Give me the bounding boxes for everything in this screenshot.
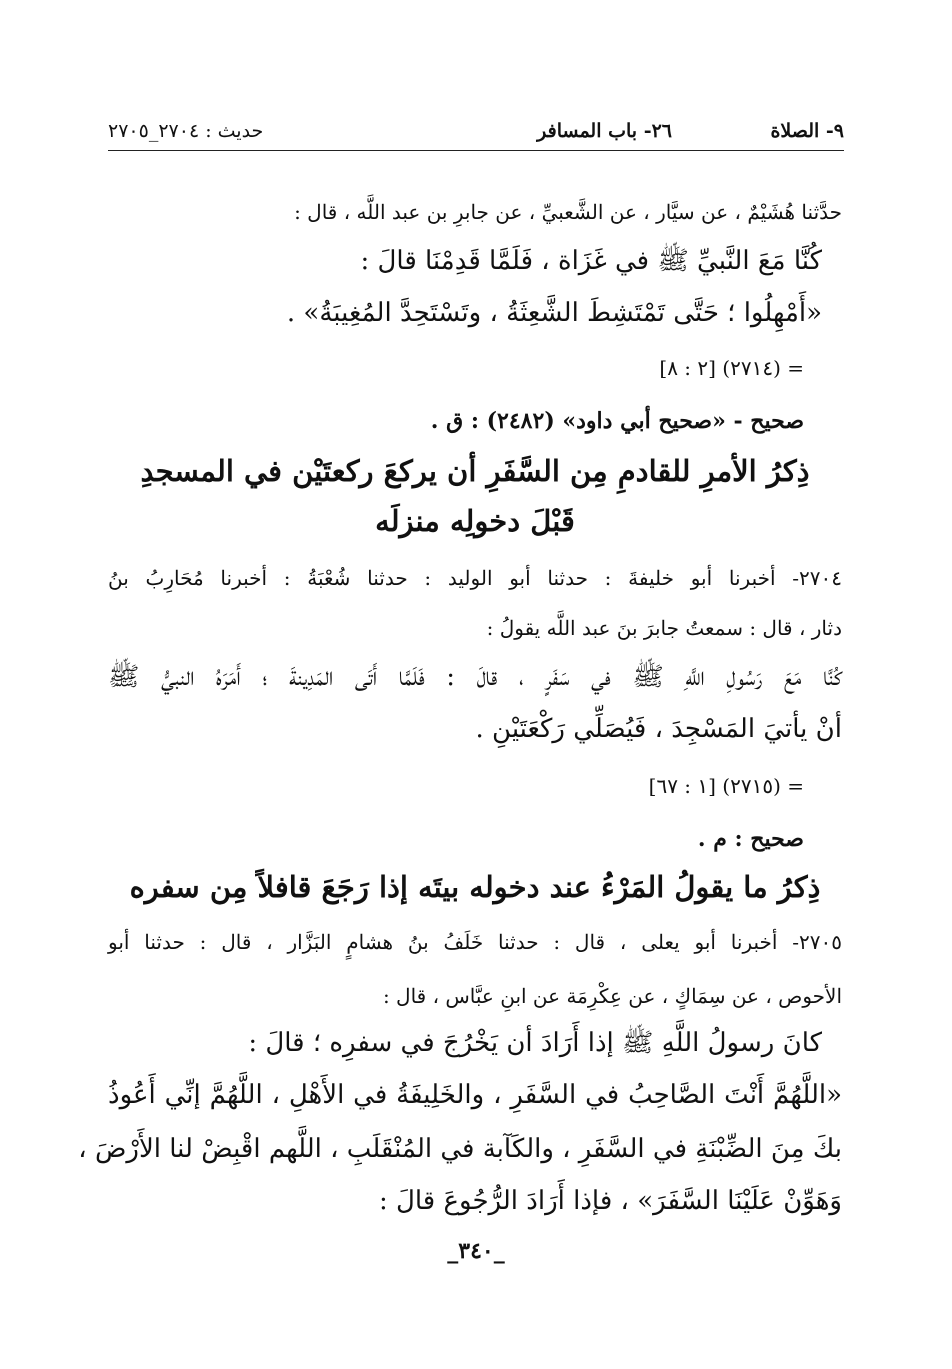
header-chapter-title: ٢٦- باب المسافر xyxy=(537,120,672,142)
header-hadith-range: حديث : ٢٧٠٤_٢٧٠٥ xyxy=(108,120,264,142)
hadith-text-line: كُنَّا مَعَ النَّبيِّ ﷺ في غَزَاة ، فَلَمَّا قَدِمْنَا قالَ : xyxy=(360,246,822,276)
isnad-line: دثار ، قال : سمعتُ جابرَ بنَ عبد اللَّه يقولُ : xyxy=(486,616,842,640)
isnad-line: حدَّثنا هُشَيْمٌ ، عن سيَّار ، عن الشَّعبيِّ ، عن جابرِ بن عبد اللَّه ، قال : xyxy=(294,200,842,224)
chapter-heading-cont: قَبْلَ دخولِه منزلَه xyxy=(375,504,575,538)
header-book-title: ٩- الصلاة xyxy=(770,120,844,142)
hadith-text-line: أنْ يأتيَ المَسْجِدَ ، فَيُصَلِّي رَكْعَتَيْنِ . xyxy=(475,714,842,744)
hadith-text-line: «أَمْهِلُوا ؛ حَتَّى تَمْتَشِطَ الشَّعِثَةُ ، وتَسْتَحِدَّ المُغِيبَةُ» . xyxy=(286,298,822,328)
hadith-text-line: كانَ رسولُ اللَّهِ ﷺ إذا أَرَادَ أن يَخْرُجَ في سفرِه ؛ قالَ : xyxy=(248,1028,822,1058)
running-header xyxy=(108,114,844,151)
chapter-heading: ذِكرُ الأمرِ للقادمِ مِن السَّفَرِ أن يركعَ ركعتَيْن في المسجدِ xyxy=(140,454,810,488)
cross-reference: = (٢٧١٥) [١ : ٦٧] xyxy=(648,774,804,798)
chapter-heading: ذِكرُ ما يقولُ المَرْءُ عند دخوله بيتَه إذا رَجَعَ قافلاً مِن سفره xyxy=(129,870,821,904)
isnad-line: ٢٧٠٤- أخبرنا أبو خليفةَ : حدثنا أبو الوليد : حدثنا شُعْبَةُ : أخبرنا مُحَارِبُ بنُ xyxy=(108,566,842,590)
cross-reference: = (٢٧١٤) [٢ : ٨] xyxy=(659,356,804,380)
hadith-text-line: وَهَوِّنْ عَلَيْنَا السَّفَرَ» ، فإذا أَرَادَ الرُّجُوعَ قالَ : xyxy=(378,1186,842,1216)
hadith-text-line: «اللَّهُمَّ أَنْتَ الصَّاحِبُ في السَّفَرِ ، والخَلِيفَةُ في الأَهْلِ ، اللَّهُمَّ إنِّي أَعُوذُ xyxy=(108,1080,842,1110)
isnad-line: ٢٧٠٥- أخبرنا أبو يعلى ، قال : حدثنا خَلَفُ بنُ هشامٍ البَزَّار ، قال : حدثنا أبو xyxy=(108,930,842,954)
isnad-line: الأحوص ، عن سِمَاكٍ ، عن عِكْرِمَة عن ابنِ عبَّاس ، قال : xyxy=(382,984,842,1008)
page-number: _٣٤٠_ xyxy=(447,1238,505,1264)
hadith-text-line: كُنَّا مَعَ رَسُولِ اللَّهِ ﷺ في سَفَرٍ ، قالَ : فَلَمَّا أَتَى المَدِينةَ ؛ أَمَرَهُ النبيُّ ﷺ xyxy=(108,662,842,692)
hadith-text-line: بكَ مِنَ الضِّبْنَةِ في السَّفَرِ ، والكَآبة في المُنْقَلَبِ ، اللَّهم اقْبِضْ لنا الأَرْضَ ، xyxy=(78,1134,842,1164)
grading-note: صحيح : م . xyxy=(697,826,804,852)
grading-note: صحيح - «صحيح أبي داود» (٢٤٨٢) : ق . xyxy=(430,408,804,434)
